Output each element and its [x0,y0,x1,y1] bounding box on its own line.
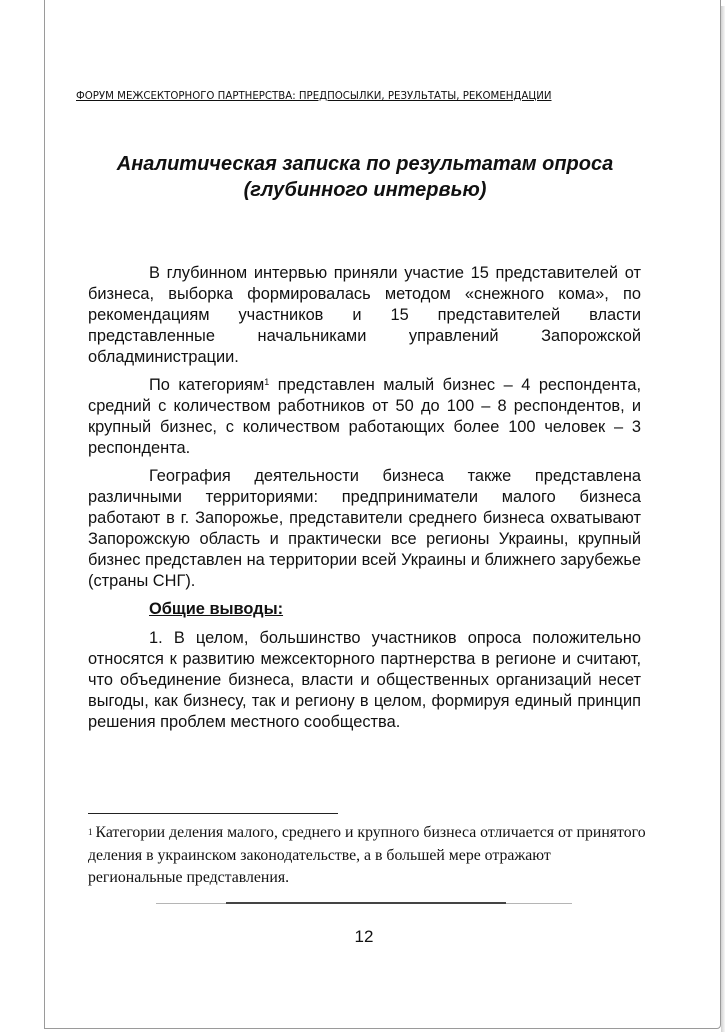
footnote-text: Категории деления малого, среднего и крупного бизнеса отличается от принятого деления в украинском законодательстве, а в большей мере отражают региональные представления. [88,824,646,887]
categories-lead: По категориям [149,376,265,395]
running-header: ФОРУМ МЕЖСЕКТОРНОГО ПАРТНЕРСТВА: ПРЕДПОСЫЛКИ, РЕЗУЛЬТАТЫ, РЕКОМЕНДАЦИИ [76,91,552,102]
paragraph-conclusion-1: 1. В целом, большинство участников опроса положительно относятся к развитию межсекторного партнерства в регионе и считают, что объединение бизнеса, власти и общественных организаций несет выгоды, как бизнесу, так и региону в целом, формируя единый принцип решения проблем местного сообщества. [88,628,641,731]
footnote-separator [88,813,338,814]
paragraph-participants: В глубинном интервью приняли участие 15 представителей от бизнеса, выборка формировалась методом «снежного кома», по рекомендациям участников и 15 представителей власти представленные начальниками управлений Запорожской обладминистрации. [88,264,641,366]
footer-divider [156,897,572,905]
page-number: 12 [354,927,374,946]
page-shadow [721,6,725,1032]
title-line-2: (глубинного интервью) [243,179,487,201]
body-text [88,263,641,740]
footnote-marker: 1 [88,827,93,837]
section-heading [88,599,641,620]
title-line-1: Аналитическая записка по результатам опроса [116,153,614,175]
section-heading-text: Общие выводы: [149,600,284,619]
paragraph-geography: География деятельности бизнеса также представлена различными территориями: предприниматели малого бизнеса работают в г. Запорожье, представители среднего бизнеса охватывают Запорожскую область и практически все регионы Украины, крупный бизнес представлен на территории всей Украины и ближнего зарубежье (страны СНГ). [88,467,641,590]
footnote-reference[interactable]: 1 [264,377,270,388]
footer-divider-thick [226,902,506,904]
paragraph-categories [88,375,641,459]
categories-rest: представлен малый бизнес – 4 респондента, средний с количеством работников от 50 до 100 – 8 респондентов, и крупный бизнес, с количеством работающих более 100 человек – 3 респондента. [88,376,642,457]
footnote [88,822,648,890]
document-title [80,151,650,203]
